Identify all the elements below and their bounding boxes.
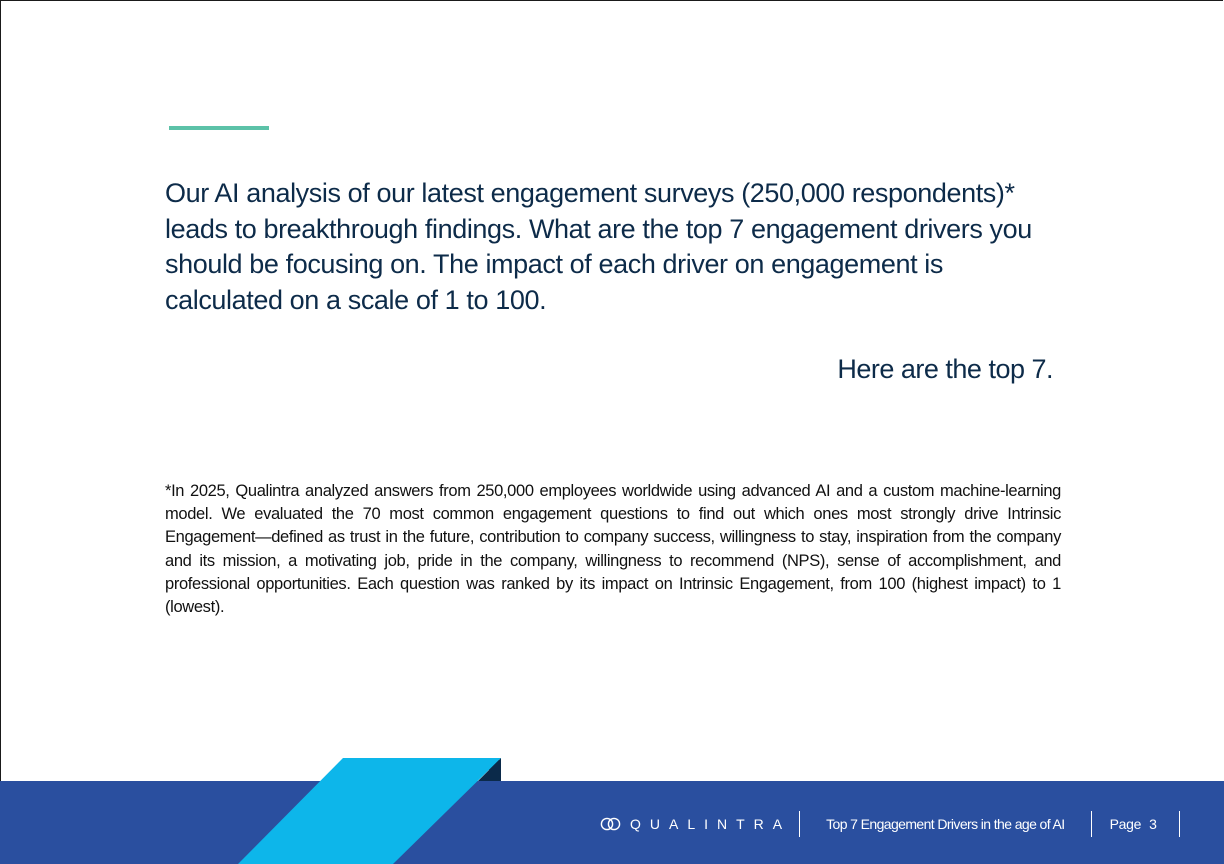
page-label: Page xyxy=(1109,816,1142,832)
page-number: 3 xyxy=(1149,816,1157,832)
footer-content xyxy=(600,810,1180,838)
decor-light-parallelogram xyxy=(238,758,501,864)
brand-logo xyxy=(600,816,791,832)
footer-divider xyxy=(1179,811,1180,837)
footer-decoration xyxy=(0,757,520,864)
methodology-footnote: *In 2025, Qualintra analyzed answers from 250,000 employees worldwide using advanced AI and a custom machine-learning model. We evaluated the 70 most common engagement questions to find out which ones most strongly drive Intrinsic Engagement—defined as trust in the future, contribution to company success, willingness to stay, inspiration from the company and its mission, a motivating job, pride in the company, willingness to recommend (NPS), sense of accomplishment, and professional opportunities. Each question was ranked by its impact on Intrinsic Engagement, from 100 (highest impact) to 1 (lowest). xyxy=(165,482,1061,617)
interlocking-rings-icon xyxy=(600,817,622,831)
footer-divider xyxy=(799,811,800,837)
lead-closing: Here are the top 7. xyxy=(837,354,1053,384)
brand-name: QUALINTRA xyxy=(630,816,792,832)
lead-paragraph: Our AI analysis of our latest engagement surveys (250,000 respondents)* leads to breakthrough findings. What are the top 7 engagement drivers you should be focusing on. The impact of each driver on engagement is calculated on a scale of 1 to 100. xyxy=(165,178,1032,315)
accent-rule xyxy=(169,126,269,130)
document-title: Top 7 Engagement Drivers in the age of AI xyxy=(826,816,1065,832)
footer-divider xyxy=(1091,811,1092,837)
